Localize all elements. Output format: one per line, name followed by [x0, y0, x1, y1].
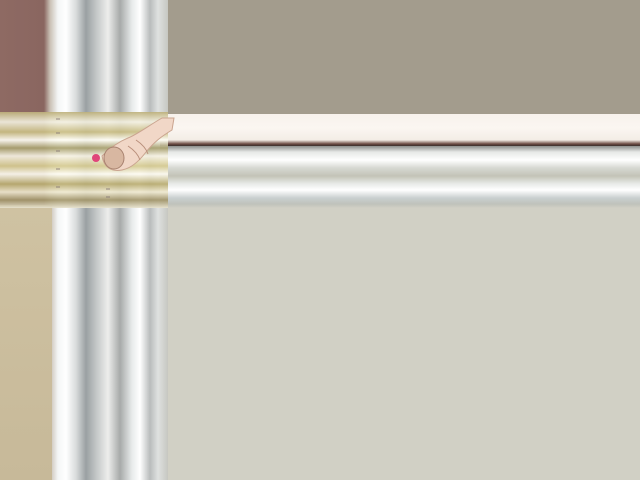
held-object: [104, 147, 124, 169]
bottom-flat-panel: [168, 208, 640, 480]
streak-mark: [56, 186, 60, 188]
streak-mark: [106, 188, 110, 190]
streak-mark: [56, 150, 60, 152]
pink-accent: [92, 154, 100, 162]
streak-mark: [106, 196, 110, 198]
chrome-horizontal-band: [160, 146, 640, 208]
left-lower-tint: [0, 205, 52, 480]
streak-mark: [56, 118, 60, 120]
streak-mark: [56, 168, 60, 170]
hand-figure: [88, 112, 178, 180]
bright-horizontal-band: [160, 114, 640, 146]
streak-mark: [56, 132, 60, 134]
top-taupe-panel: [168, 0, 640, 114]
